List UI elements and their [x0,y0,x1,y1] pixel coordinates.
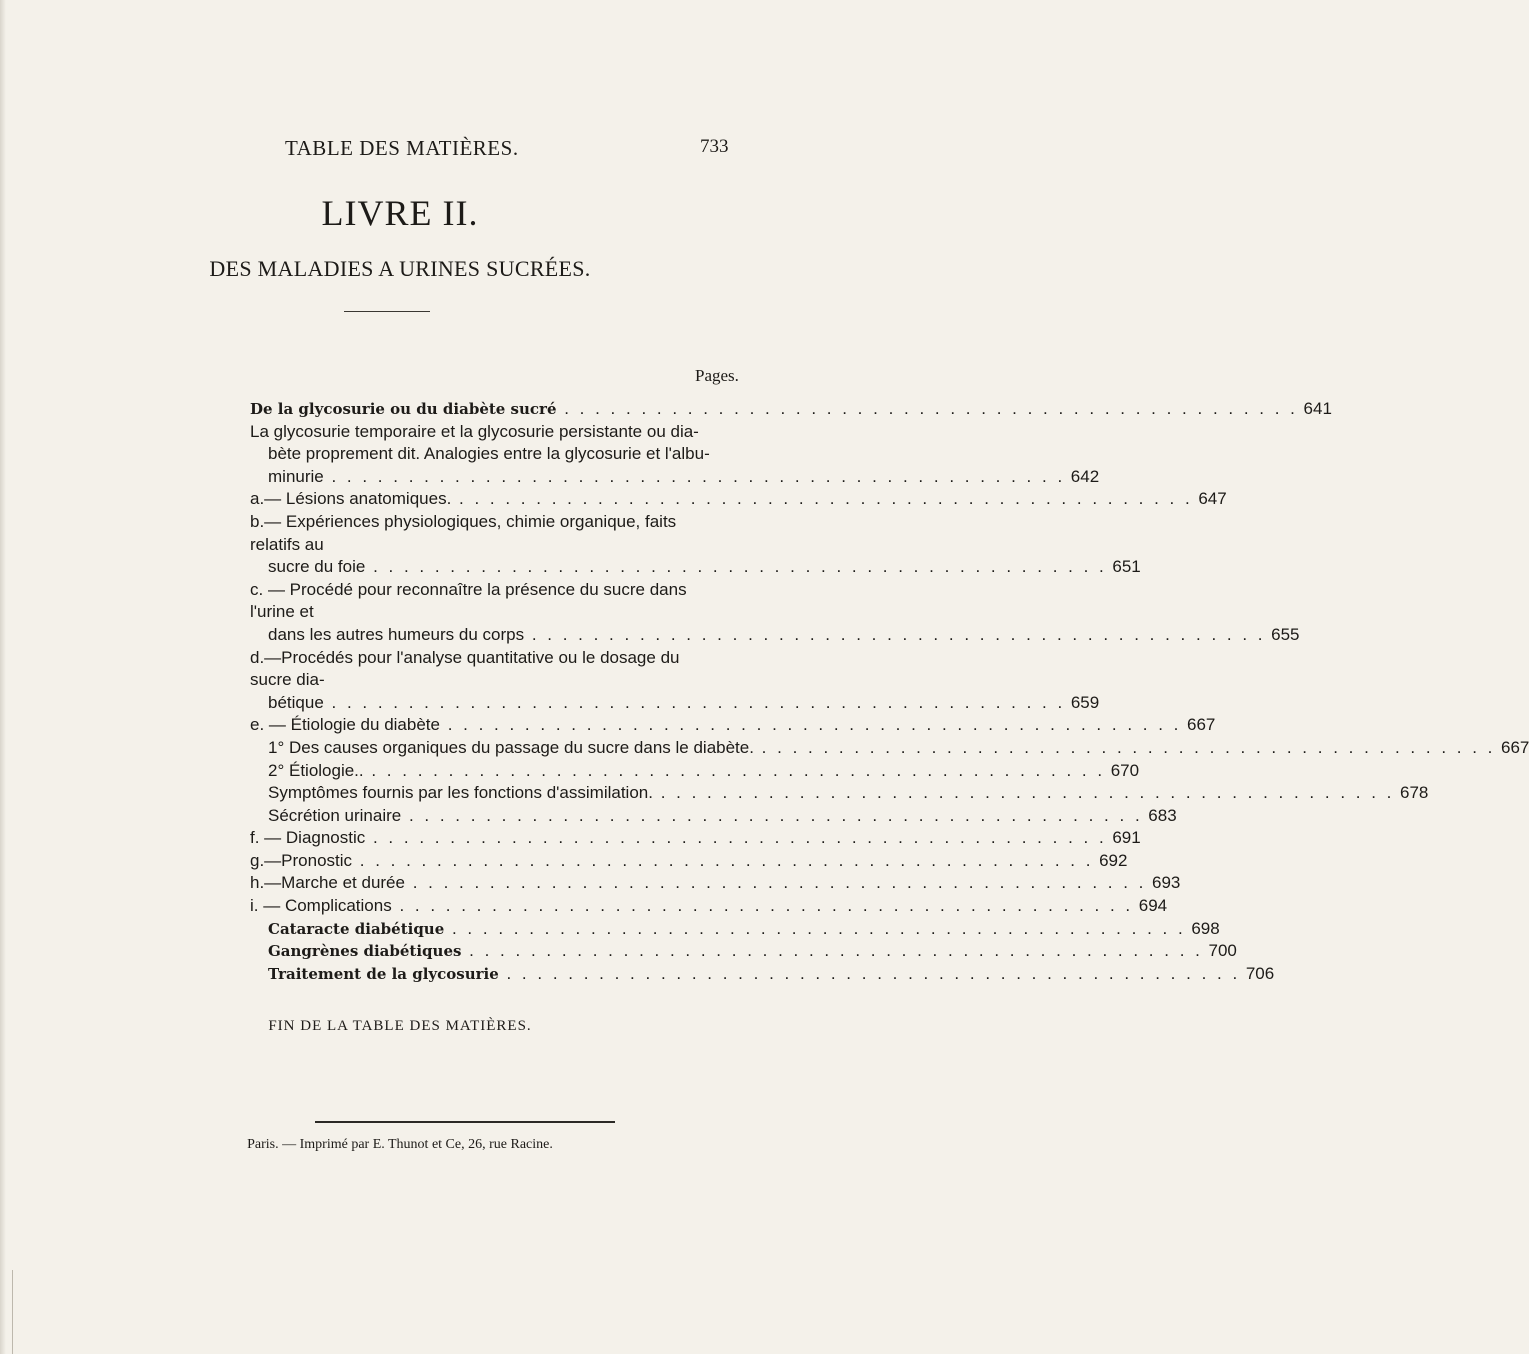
title-divider [344,311,430,312]
leader-dots: . . . . . . . . . . . . . . . . . . . . . . . . . . . . . . . . . . . . . . . . . . . . . . . . [498,963,1241,983]
toc-entry [250,918,1220,941]
toc-entry [250,647,1100,715]
toc-entry-label: i. — Complications [250,896,392,916]
leader-dots: . . . . . . . . . . . . . . . . . . . . . . . . . . . . . . . . . . . . . . . . . . . . . . . . [391,896,1134,916]
toc-entry-label: De la glycosurie ou du diabète sucré [250,400,557,418]
toc-entry-label: 1° Des causes organiques du passage du sucre dans le diabète. [268,737,754,757]
leader-dots: . . . . . . . . . . . . . . . . . . . . . . . . . . . . . . . . . . . . . . . . . . . . . . . . [753,737,1496,757]
toc-entry-label: h.—Marche et durée [250,873,405,893]
leader-dots: . . . . . . . . . . . . . . . . . . . . . . . . . . . . . . . . . . . . . . . . . . . . . . . . [461,941,1203,961]
toc-entry-page: 670 [1110,760,1140,780]
toc-entry [250,398,1332,421]
leader-dots: . . . . . . . . . . . . . . . . . . . . . . . . . . . . . . . . . . . . . . . . . . . . . . . . [404,873,1147,893]
table-of-contents [250,398,1529,985]
toc-entry-line: bète proprement dit. Analogies entre la glycosurie et l'albu- [268,444,710,464]
toc-entry-line: La glycosurie temporaire et la glycosurie persistante ou dia- [250,421,699,441]
toc-entry [250,737,1529,760]
toc-entry-label: Gangrènes diabétiques [268,942,462,961]
toc-entry [250,895,1168,918]
toc-entry-label: g.—Pronostic [250,850,353,870]
toc-entry-page: 683 [1148,805,1177,825]
toc-entry-label: f. — Diagnostic [250,828,366,848]
book-subtitle: DES MALADIES A URINES SUCRÉES. [209,256,591,281]
toc-entry [250,760,1140,783]
toc-entry-page: 655 [1271,624,1300,644]
toc-entry-page: 691 [1112,828,1141,848]
end-note: FIN DE LA TABLE DES MATIÈRES. [268,1018,532,1034]
page-fold-line [12,1270,13,1354]
page-number: 733 [700,136,729,157]
running-head: TABLE DES MATIÈRES. [285,136,519,160]
toc-entry [250,579,1300,647]
toc-entry-label: e. — Étiologie du diabète [250,715,440,735]
toc-entry-label: Traitement de la glycosurie [268,964,499,983]
toc-entry-label: minurie [268,466,324,486]
toc-entry-page: 678 [1400,783,1429,803]
leader-dots: . . . . . . . . . . . . . . . . . . . . . . . . . . . . . . . . . . . . . . . . . . . . . . . . [365,828,1107,848]
leader-dots: . . . . . . . . . . . . . . . . . . . . . . . . . . . . . . . . . . . . . . . . . . . . . . . . [352,850,1094,870]
toc-entry [250,940,1237,963]
leader-dots: . . . . . . . . . . . . . . . . . . . . . . . . . . . . . . . . . . . . . . . . . . . . . . . . [439,715,1182,735]
toc-entry [250,714,1216,737]
toc-entry [250,963,1275,986]
toc-entry-page: 700 [1208,941,1237,961]
leader-dots: . . . . . . . . . . . . . . . . . . . . . . . . . . . . . . . . . . . . . . . . . . . . . . . . [401,805,1143,825]
toc-entry [250,805,1177,828]
toc-entry-label: Symptômes fournis par les fonctions d'assimilation. [268,783,653,803]
toc-entry-line: b.— Expériences physiologiques, chimie organique, faits relatifs au [250,511,677,554]
leader-dots: . . . . . . . . . . . . . . . . . . . . . . . . . . . . . . . . . . . . . . . . . . . . . . . . [451,489,1193,509]
toc-entry-label: dans les autres humeurs du corps [268,624,525,644]
toc-entry [250,850,1128,873]
footer-divider [315,1121,615,1123]
toc-entry-label: Cataracte diabétique [268,919,445,938]
toc-entry-line: c. — Procédé pour reconnaître la présence du sucre dans l'urine et [250,579,687,622]
toc-entry-label: Sécrétion urinaire [268,805,402,825]
toc-entry [250,488,1227,511]
book-title: LIVRE II. [321,193,479,233]
printer-imprint: Paris. — Imprimé par E. Thunot et Ce, 26, rue Racine. [247,1137,553,1152]
toc-entry-page: 667 [1187,715,1216,735]
leader-dots: . . . . . . . . . . . . . . . . . . . . . . . . . . . . . . . . . . . . . . . . . . . . . . . . [556,399,1298,418]
toc-entry-page: 667 [1501,737,1529,757]
toc-entry-label: 2° Étiologie.. [268,760,364,780]
toc-entry-page: 647 [1198,489,1227,509]
leader-dots: . . . . . . . . . . . . . . . . . . . . . . . . . . . . . . . . . . . . . . . . . . . . . . . . [444,918,1186,938]
toc-entry-label: bétique [268,692,324,712]
toc-entry [250,872,1181,895]
toc-entry [250,782,1429,805]
toc-entry [250,511,1141,579]
toc-entry [250,421,1100,489]
toc-entry-page: 642 [1070,466,1100,486]
leader-dots: . . . . . . . . . . . . . . . . . . . . . . . . . . . . . . . . . . . . . . . . . . . . . . . . [363,760,1106,780]
pages-column-label: Pages. [695,366,739,385]
toc-entry-page: 641 [1303,399,1332,418]
toc-entry-page: 651 [1112,557,1141,577]
toc-entry-label: a.— Lésions anatomiques. [250,489,452,509]
toc-entry-page: 698 [1191,918,1220,938]
toc-entry-page: 659 [1070,692,1100,712]
leader-dots: . . . . . . . . . . . . . . . . . . . . . . . . . . . . . . . . . . . . . . . . . . . . . . . . [524,624,1266,644]
toc-entry-page: 694 [1138,896,1168,916]
toc-entry [250,827,1141,850]
leader-dots: . . . . . . . . . . . . . . . . . . . . . . . . . . . . . . . . . . . . . . . . . . . . . . . . [323,692,1066,712]
toc-entry-page: 693 [1152,873,1181,893]
toc-entry-page: 692 [1099,850,1128,870]
toc-entry-label: sucre du foie [268,557,366,577]
leader-dots: . . . . . . . . . . . . . . . . . . . . . . . . . . . . . . . . . . . . . . . . . . . . . . . . [323,466,1066,486]
toc-entry-page: 706 [1245,963,1275,983]
leader-dots: . . . . . . . . . . . . . . . . . . . . . . . . . . . . . . . . . . . . . . . . . . . . . . . . [365,557,1107,577]
toc-entry-line: d.—Procédés pour l'analyse quantitative ou le dosage du sucre dia- [250,647,680,690]
leader-dots: . . . . . . . . . . . . . . . . . . . . . . . . . . . . . . . . . . . . . . . . . . . . . . . . [652,783,1395,803]
